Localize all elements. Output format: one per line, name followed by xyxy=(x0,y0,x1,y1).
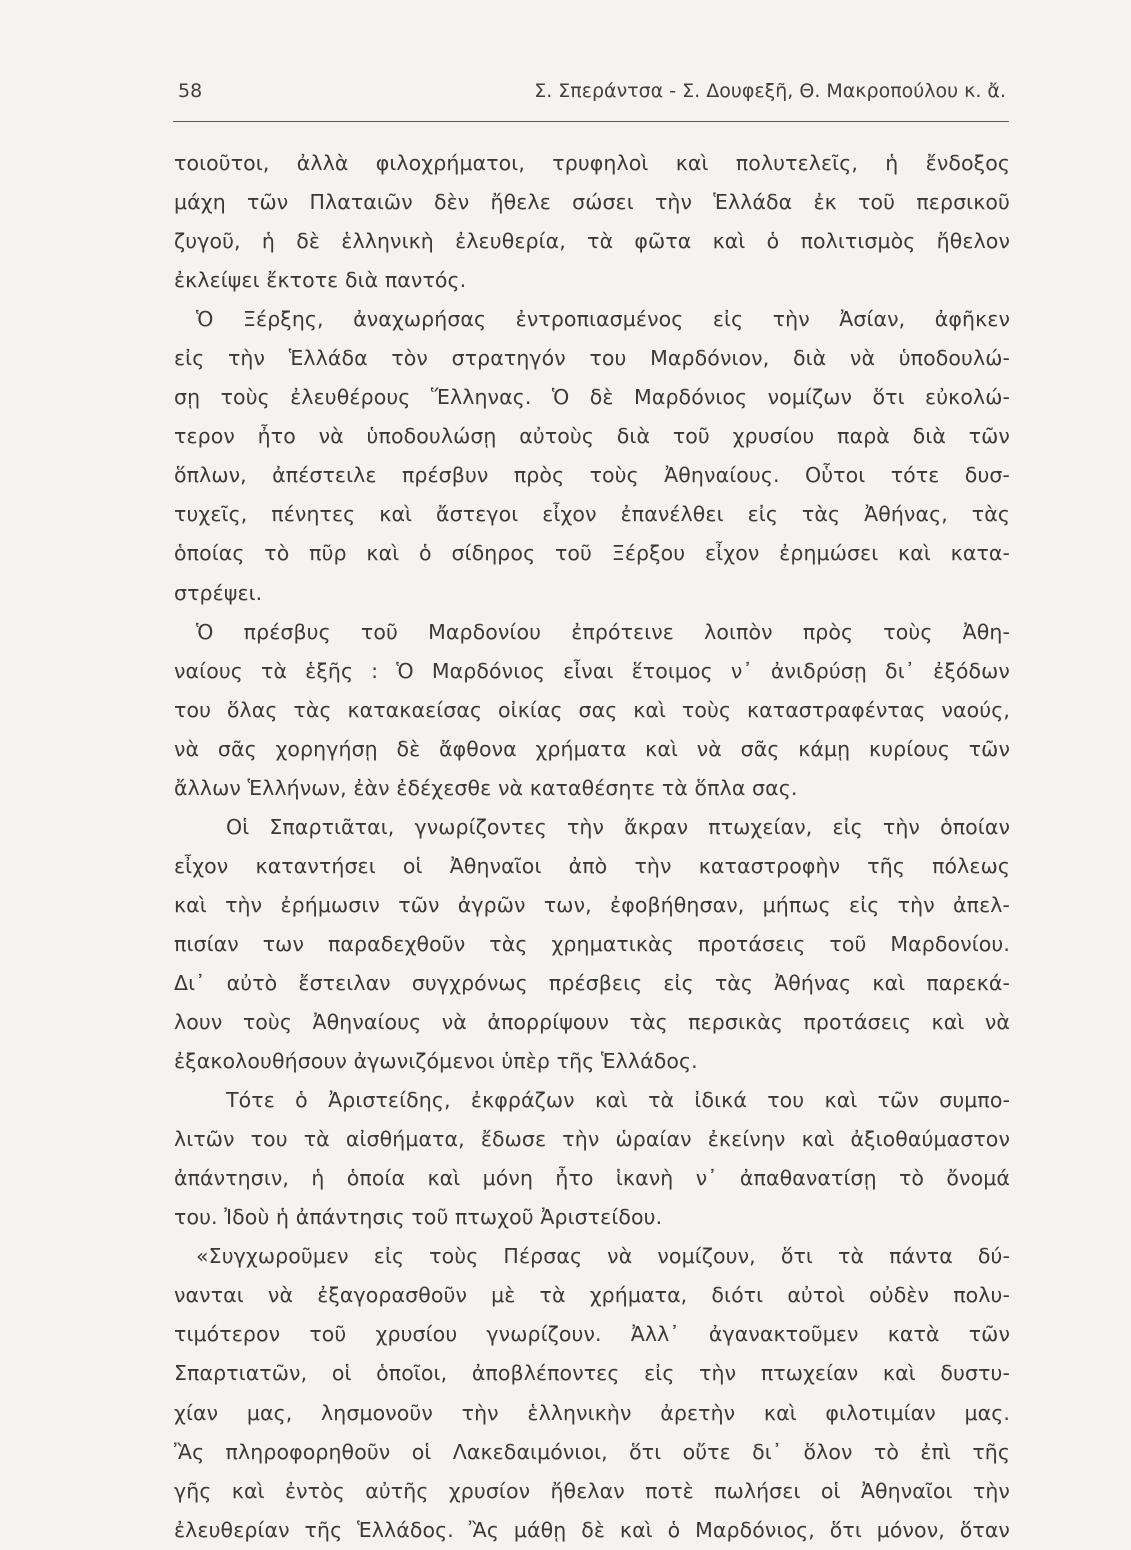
text-line: Σπαρτιατῶν, οἱ ὁποῖοι, ἀποβλέποντες εἰς τὴν πτωχείαν καὶ δυστυ- xyxy=(174,1361,1010,1386)
header-rule xyxy=(173,121,1009,122)
text-line: ἀπάντησιν, ἡ ὁποία καὶ μόνη ἦτο ἱκανὴ ν᾽ ἀπαθανατίσῃ τὸ ὄνομά xyxy=(174,1166,1010,1191)
page-number: 58 xyxy=(178,80,203,102)
text-line: νὰ σᾶς χορηγήσῃ δὲ ἄφθονα χρήματα καὶ νὰ σᾶς κάμῃ κυρίους τῶν xyxy=(174,736,1010,761)
text-line: ἐλευθερίαν τῆς Ἑλλάδος. Ἂς μάθῃ δὲ καὶ ὁ Μαρδόνιος, ὅτι μόνον, ὅταν xyxy=(174,1517,1010,1542)
text-line: Ἂς πληροφορηθοῦν οἱ Λακεδαιμόνιοι, ὅτι οὔτε δι᾽ ὅλον τὸ ἐπὶ τῆς xyxy=(174,1439,1010,1464)
text-line: ἄλλων Ἑλλήνων, ἐὰν ἐδέχεσθε νὰ καταθέσητε τὰ ὅπλα σας. xyxy=(174,775,798,800)
text-line: ζυγοῦ, ἡ δὲ ἑλληνικὴ ἐλευθερία, τὰ φῶτα καὶ ὁ πολιτισμὸς ἤθελον xyxy=(174,229,1010,254)
text-line: τυχεῖς, πένητες καὶ ἄστεγοι εἶχον ἐπανέλθει εἰς τὰς Ἀθήνας, τὰς xyxy=(174,502,1010,527)
text-line: τιμότερον τοῦ χρυσίου γνωρίζουν. Ἀλλ᾽ ἀγανακτοῦμεν κατὰ τῶν xyxy=(174,1322,1010,1347)
text-line: ὅπλων, ἀπέστειλε πρέσβυν πρὸς τοὺς Ἀθηναίους. Οὗτοι τότε δυσ- xyxy=(174,463,1010,488)
text-line: Τότε ὁ Ἀριστείδης, ἐκφράζων καὶ τὰ ἰδικά του καὶ τῶν συμπο- xyxy=(226,1088,1010,1113)
text-line: στρέψει. xyxy=(174,580,263,605)
text-line: ἐξακολουθήσουν ἀγωνιζόμενοι ὑπὲρ τῆς Ἑλλάδος. xyxy=(174,1049,698,1074)
text-line: τοιοῦτοι, ἀλλὰ φιλοχρήματοι, τρυφηλοὶ καὶ πολυτελεῖς, ἡ ἔνδοξος xyxy=(174,151,1010,175)
text-line: πισίαν των παραδεχθοῦν τὰς χρηματικὰς προτάσεις τοῦ Μαρδονίου. xyxy=(174,931,1010,956)
text-line: Ὁ Ξέρξης, ἀναχωρήσας ἐντροπιασμένος εἰς τὴν Ἀσίαν, ἀφῆκεν xyxy=(196,307,1010,332)
text-line: Ὁ πρέσβυς τοῦ Μαρδονίου ἐπρότεινε λοιπὸν πρὸς τοὺς Ἀθη- xyxy=(196,619,1010,644)
text-line: γῆς καὶ ἐντὸς αὐτῆς χρυσίον ἤθελαν ποτὲ πωλήσει οἱ Ἀθηναῖοι τὴν xyxy=(174,1478,1010,1503)
text-line: λιτῶν του τὰ αἰσθήματα, ἔδωσε τὴν ὡραίαν ἐκείνην καὶ ἀξιοθαύμαστον xyxy=(174,1127,1010,1152)
body-text xyxy=(174,144,1010,1550)
text-line: τερον ἦτο νὰ ὑποδουλώσῃ αὐτοὺς διὰ τοῦ χρυσίου παρὰ διὰ τῶν xyxy=(174,424,1010,449)
text-line: λουν τοὺς Ἀθηναίους νὰ ἀπορρίψουν τὰς περσικὰς προτάσεις καὶ νὰ xyxy=(174,1010,1010,1035)
text-line: Οἱ Σπαρτιᾶται, γνωρίζοντες τὴν ἄκραν πτωχείαν, εἰς τὴν ὁποίαν xyxy=(226,814,1010,839)
page-header xyxy=(178,80,1006,120)
text-line: νανται νὰ ἐξαγορασθοῦν μὲ τὰ χρήματα, διότι αὐτοὶ οὐδὲν πολυ- xyxy=(174,1283,1010,1308)
text-line: χίαν μας, λησμονοῦν τὴν ἑλληνικὴν ἀρετὴν καὶ φιλοτιμίαν μας. xyxy=(174,1400,1010,1425)
text-line: ναίους τὰ ἑξῆς : Ὁ Μαρδόνιος εἶναι ἕτοιμος ν᾽ ἀνιδρύσῃ δι᾽ ἐξόδων xyxy=(174,658,1010,683)
running-head: Σ. Σπεράντσα - Σ. Δουφεξῆ, Θ. Μακροπούλου κ. ἄ. xyxy=(534,80,1006,102)
text-line: του ὅλας τὰς κατακαείσας οἰκίας σας καὶ τοὺς καταστραφέντας ναούς, xyxy=(174,697,1010,722)
text-line: εἰς τὴν Ἑλλάδα τὸν στρατηγόν του Μαρδόνιον, διὰ νὰ ὑποδουλώ- xyxy=(174,346,1010,371)
text-line: σῃ τοὺς ἐλευθέρους Ἕλληνας. Ὁ δὲ Μαρδόνιος νομίζων ὅτι εὐκολώ- xyxy=(174,385,1010,410)
text-line: καὶ τὴν ἐρήμωσιν τῶν ἀγρῶν των, ἐφοβήθησαν, μήπως εἰς τὴν ἀπελ- xyxy=(174,892,1010,917)
text-line: ὁποίας τὸ πῦρ καὶ ὁ σίδηρος τοῦ Ξέρξου εἶχον ἐρημώσει καὶ κατα- xyxy=(174,541,1010,566)
text-line: «Συγχωροῦμεν εἰς τοὺς Πέρσας νὰ νομίζουν, ὅτι τὰ πάντα δύ- xyxy=(196,1244,1010,1269)
text-line: μάχη τῶν Πλαταιῶν δὲν ἤθελε σώσει τὴν Ἑλλάδα ἐκ τοῦ περσικοῦ xyxy=(174,190,1010,215)
text-line: του. Ἰδοὺ ἡ ἀπάντησις τοῦ πτωχοῦ Ἀριστείδου. xyxy=(174,1205,663,1230)
text-line: Δι᾽ αὐτὸ ἔστειλαν συγχρόνως πρέσβεις εἰς τὰς Ἀθήνας καὶ παρεκά- xyxy=(174,970,1010,995)
text-line: εἶχον καταντήσει οἱ Ἀθηναῖοι ἀπὸ τὴν καταστροφὴν τῆς πόλεως xyxy=(174,853,1010,878)
text-line: ἐκλείψει ἔκτοτε διὰ παντός. xyxy=(174,268,467,293)
